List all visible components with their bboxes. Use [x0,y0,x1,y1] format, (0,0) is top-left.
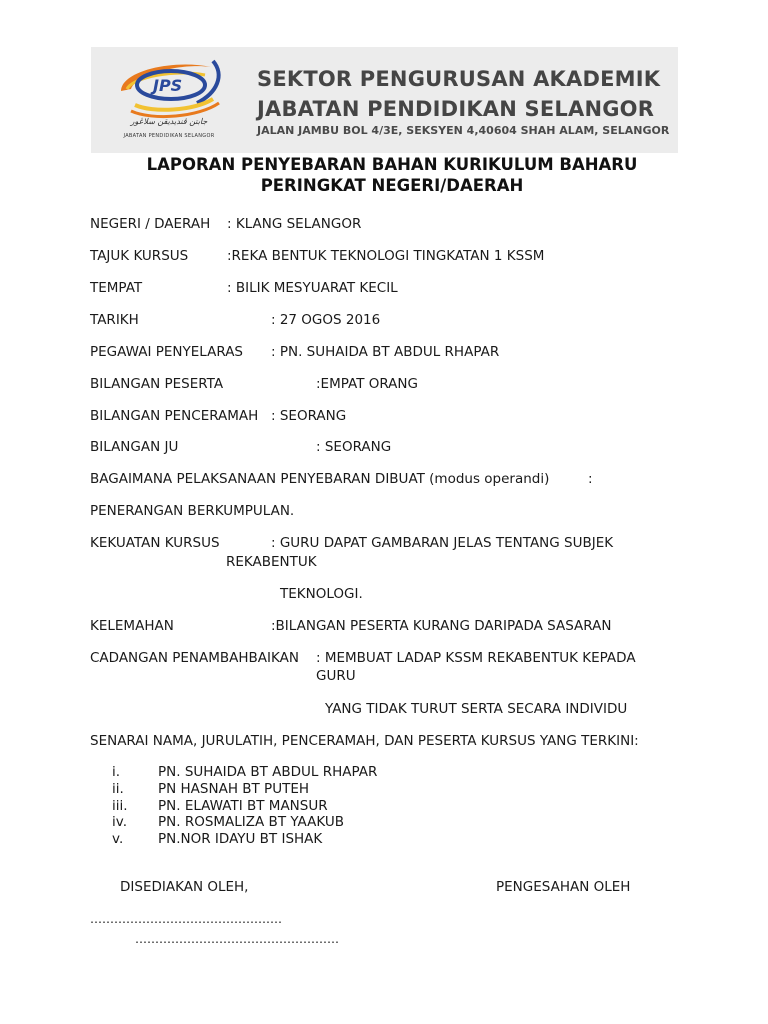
kekuatan-value-2: REKABENTUK [226,554,317,570]
cadangan-label: CADANGAN PENAMBAHBAIKAN [90,650,299,666]
tempat-label: TEMPAT [90,280,143,296]
tajuk-value: :REKA BENTUK TEKNOLOGI TINGKATAN 1 KSSM [227,248,545,264]
kekuatan-value-3: TEKNOLOGI. [280,586,363,602]
org-address: JALAN JAMBU BOL 4/3E, SEKSYEN 4,40604 SHAH ALAM, SELANGOR [257,124,670,137]
list-item-name: PN. ROSMALIZA BT YAAKUB [158,814,345,830]
peserta-label: BILANGAN PESERTA [90,376,224,392]
logo-jawi-text: جابتن ڤنديديقن سلاڠور [130,117,208,126]
list-item-name: PN.NOR IDAYU BT ISHAK [158,831,323,847]
logo-subtitle: JABATAN PENDIDIKAN SELANGOR [123,133,215,139]
letterhead [91,47,678,153]
pegawai-value: : PN. SUHAIDA BT ABDUL RHAPAR [271,344,500,360]
list-item-number: v. [112,831,124,847]
approved-by-label: PENGESAHAN OLEH [496,879,631,895]
kelemahan-value: :BILANGAN PESERTA KURANG DARIPADA SASARAN [271,618,612,634]
kelemahan-label: KELEMAHAN [90,618,174,634]
cadangan-value-1: : MEMBUAT LADAP KSSM REKABENTUK KEPADA [316,650,636,666]
org-line-2: JABATAN PENDIDIKAN SELANGOR [257,97,655,121]
negeri-label: NEGERI / DAERAH [90,216,211,232]
list-item-number: ii. [112,781,124,797]
bagaimana-value: PENERANGAN BERKUMPULAN. [90,503,295,519]
org-line-1: SEKTOR PENGURUSAN AKADEMIK [257,67,661,91]
list-item-number: iv. [112,814,127,830]
list-item-number: i. [112,764,121,780]
list-item-number: iii. [112,798,128,814]
cadangan-value-2: GURU [316,668,356,684]
kekuatan-value-1: : GURU DAPAT GAMBARAN JELAS TENTANG SUBJEK [271,535,614,551]
negeri-value: : KLANG SELANGOR [227,216,362,232]
tempat-value: : BILIK MESYUARAT KECIL [227,280,398,296]
prepared-by-label: DISEDIAKAN OLEH, [120,879,249,895]
penceramah-value: : SEORANG [271,408,347,424]
cadangan-value-3: YANG TIDAK TURUT SERTA SECARA INDIVIDU [325,701,628,717]
pegawai-label: PEGAWAI PENYELARAS [90,344,243,360]
tarikh-value: : 27 OGOS 2016 [271,312,381,328]
tarikh-label: TARIKH [90,312,139,328]
senarai-label: SENARAI NAMA, JURULATIH, PENCERAMAH, DAN PESERTA KURSUS YANG TERKINI: [90,733,639,749]
tajuk-label: TAJUK KURSUS [90,248,189,264]
bagaimana-label: BAGAIMANA PELAKSANAAN PENYEBARAN DIBUAT (modus operandi) [90,471,550,487]
jps-logo-icon [113,53,233,145]
bagaimana-colon: : [588,471,593,487]
report-title-line-2: PERINGKAT NEGERI/DAERAH [260,176,524,195]
list-item-name: PN HASNAH BT PUTEH [158,781,310,797]
penceramah-label: BILANGAN PENCERAMAH [90,408,259,424]
signature-line-1: ………………………………………… [90,912,282,926]
peserta-value: :EMPAT ORANG [316,376,418,392]
kekuatan-label: KEKUATAN KURSUS [90,535,220,551]
logo-text: JPS [153,76,183,95]
list-item-name: PN. ELAWATI BT MANSUR [158,798,328,814]
ju-value: : SEORANG [316,439,392,455]
ju-label: BILANGAN JU [90,439,179,455]
list-item-name: PN. SUHAIDA BT ABDUL RHAPAR [158,764,378,780]
signature-line-2: …………………………………………… [135,932,339,946]
report-title-line-1: LAPORAN PENYEBARAN BAHAN KURIKULUM BAHARU [146,155,638,174]
